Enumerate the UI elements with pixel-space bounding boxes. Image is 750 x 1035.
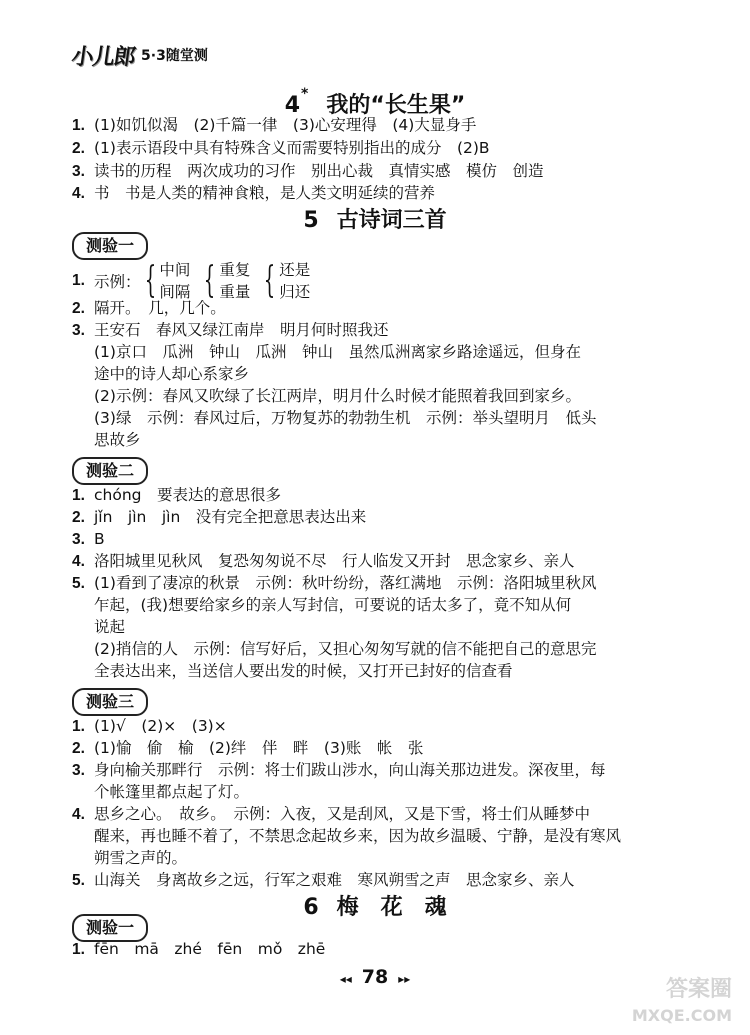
- lesson4-item-1: 1. (1)如饥似渴 (2)千篇一律 (3)心安理得 (4)大显身手: [72, 116, 477, 134]
- lesson4-title-text: 我的“长生果”: [326, 93, 466, 118]
- example-prefix: 示例：: [94, 273, 141, 291]
- lesson5-title-text: 古诗词三首: [336, 208, 447, 233]
- lesson5-q3-line: 4. 思乡之心。 故乡。 示例：入夜，又是刮风，又是下雪，将士们从睡梦中: [72, 805, 591, 823]
- lesson5-q3-line: 个帐篷里都点起了灯。: [94, 783, 250, 801]
- lesson4-item-3: 3. 读书的历程 两次成功的习作 别出心裁 真情实感 模仿 创造: [72, 162, 544, 180]
- lesson5-q3-line: 1. (1)√ (2)× (3)×: [72, 717, 227, 735]
- brand-header: [69, 42, 208, 70]
- lesson5-q3-line: 朔雪之声的。: [94, 849, 188, 867]
- lesson5-q3-line: 5. 山海关 身离故乡之远，行军之艰难 寒风朔雪之声 思念家乡、亲人: [72, 871, 575, 889]
- lesson6-title-text: 梅 花 魂: [336, 895, 447, 920]
- quiz-tag-5-3: 测验三: [72, 688, 148, 716]
- lesson5-q2-line: 2. jǐn jìn jìn 没有完全把意思表达出来: [72, 508, 367, 526]
- brand-subtitle: 5·3随堂测: [141, 48, 208, 64]
- lesson5-q1-line: (2)示例：春风又吹绿了长江两岸，明月什么时候才能照着我回到家乡。: [94, 387, 581, 405]
- word-group-1: { 中间 间隔: [144, 260, 191, 301]
- lesson5-q2-line: 乍起，(我)想要给家乡的亲人写封信，可要说的话太多了，竟不知从何: [94, 596, 572, 614]
- lesson5-q2-line: 全表达出来，当送信人要出发的时候，又打开已封好的信查看: [94, 662, 513, 680]
- lesson5-q2-line: 4. 洛阳城里见秋风 复恐匆匆说不尽 行人临发又开封 思念家乡、亲人: [72, 552, 575, 570]
- lesson5-q1-line: 思故乡: [94, 431, 141, 449]
- brand-logo: 小儿郎: [69, 44, 137, 70]
- lesson5-q2-line: 说起: [94, 618, 126, 636]
- lesson5-title: [0, 203, 750, 234]
- quiz-tag-6-1: 测验一: [72, 914, 148, 942]
- lesson5-q2-line: 1. chóng 要表达的意思很多: [72, 486, 281, 504]
- lesson5-q3-line: 2. (1)愉 偷 榆 (2)绊 伴 畔 (3)账 帐 张: [72, 739, 424, 757]
- lesson4-item-4: 4. 书 书是人类的精神食粮，是人类文明延续的营养: [72, 184, 436, 202]
- watermark: 答案圈 MXQE.COM: [631, 977, 732, 1025]
- quiz-tag-5-1: 测验一: [72, 232, 148, 260]
- lesson5-number: 5: [303, 208, 319, 233]
- next-arrows-icon: ▸▸: [398, 972, 411, 986]
- lesson4-item-2: 2. (1)表示语段中具有特殊含义而需要特别指出的成分 (2)B: [72, 139, 490, 157]
- lesson5-q2-line: 5. (1)看到了凄凉的秋景 示例：秋叶纷纷，落红满地 示例：洛阳城里秋风: [72, 574, 597, 592]
- word-group-2: { 重复 重量: [204, 260, 251, 301]
- lesson4-number: 4*: [284, 85, 309, 118]
- lesson5-q1-line: 2. 隔开。 几，几个。: [72, 299, 226, 317]
- lesson4-star: *: [301, 85, 309, 102]
- lesson5-q1-line: (3)绿 示例：春风过后，万物复苏的勃勃生机 示例：举头望明月 低头: [94, 409, 597, 427]
- page-number: 78: [361, 966, 389, 988]
- quiz-tag-5-2: 测验二: [72, 457, 148, 485]
- lesson5-q2-line: (2)捎信的人 示例：信写好后，又担心匆匆写就的信不能把自己的意思完: [94, 640, 597, 658]
- lesson5-q1-line: 3. 王安石 春风又绿江南岸 明月何时照我还: [72, 321, 389, 339]
- lesson5-q1-item1: 1. 示例： { 中间 间隔 { 重复 重量 { 还是 归还: [72, 260, 311, 301]
- lesson5-q3-line: 3. 身向榆关那畔行 示例：将士们跋山涉水，向山海关那边进发。深夜里，每: [72, 761, 606, 779]
- lesson5-q1-line: 途中的诗人却心系家乡: [94, 365, 250, 383]
- lesson6-q1-line: 1. fēn mā zhé fēn mǒ zhē: [72, 940, 326, 958]
- prev-arrows-icon: ◂◂: [339, 972, 352, 986]
- lesson6-number: 6: [303, 895, 319, 920]
- word-group-3: { 还是 归还: [264, 260, 311, 301]
- lesson5-q2-line: 3. B: [72, 530, 105, 548]
- lesson5-q1-line: (1)京口 瓜洲 钟山 瓜洲 钟山 虽然瓜洲离家乡路途遥远，但身在: [94, 343, 581, 361]
- lesson5-q3-line: 醒来，再也睡不着了，不禁思念起故乡来，因为故乡温暖、宁静，是没有寒风: [94, 827, 622, 845]
